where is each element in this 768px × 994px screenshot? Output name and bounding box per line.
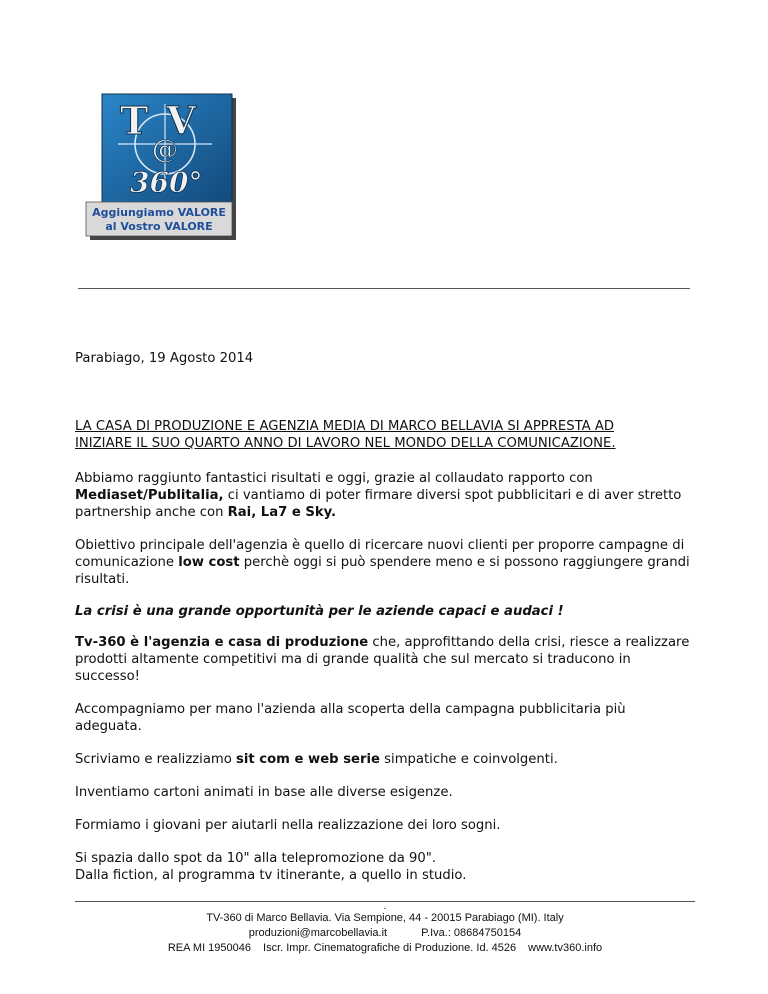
p4-bold-agency: Tv-360 è l'agenzia e casa di produzione: [75, 635, 369, 650]
p6-text-c: simpatiche e coinvolgenti.: [379, 752, 558, 767]
paragraph-2: [75, 537, 695, 588]
place-date: Parabiago, 19 Agosto 2014: [75, 351, 254, 366]
header-divider: [78, 288, 690, 289]
p9-line2: Dalla fiction, al programma tv itinerante, a quello in studio.: [75, 868, 467, 883]
logo-mark-text: TV: [120, 98, 214, 143]
p2-text-a: Obiettivo principale dell'agenzia è quello di ricercare nuovi clienti per proporre campagne di comunicazione: [75, 538, 685, 570]
logo-at-symbol: @: [152, 135, 178, 165]
footer-dot: .: [383, 900, 387, 912]
paragraph-9: [75, 850, 695, 884]
p1-text-c: ci vantiamo di poter firmare diversi spot pubblicitari e di aver stretto partnership anche con: [75, 488, 682, 520]
footer-email[interactable]: produzioni@marcobellavia.it: [248, 927, 388, 939]
logo-tagline-line1: Aggiungiamo VALORE: [92, 206, 226, 219]
tv360-logo: [80, 92, 240, 242]
paragraph-5: [75, 701, 695, 735]
paragraph-1: [75, 470, 695, 521]
p2-bold-lowcost: low cost: [178, 555, 240, 570]
headline-line1: LA CASA DI PRODUZIONE E AGENZIA MEDIA DI MARCO BELLAVIA SI APPRESTA AD: [75, 419, 615, 434]
footer-address: TV-360 di Marco Bellavia. Via Sempione, 44 - 20015 Parabiago (MI). Italy: [206, 912, 564, 924]
logo-tagline-line2: al Vostro VALORE: [105, 220, 213, 233]
p9-line1: Si spazia dallo spot da 10" alla telepromozione da 90".: [75, 851, 437, 866]
p4-text-b: che, approfittando della crisi, riesce a realizzare prodotti altamente competitivi ma di grande qualità che sul mercato si traducono in successo!: [75, 635, 690, 684]
letter-body: [75, 350, 695, 367]
headline-line2: INIZIARE IL SUO QUARTO ANNO DI LAVORO NEL MONDO DELLA COMUNICAZIONE.: [75, 436, 616, 451]
logo-number: 360°: [130, 166, 203, 199]
p8-text: Formiamo i giovani per aiutarli nella realizzazione dei loro sogni.: [75, 818, 501, 833]
p6-bold-sitcom: sit com e web serie: [236, 752, 380, 767]
paragraph-3: [75, 603, 695, 620]
paragraph-7: [75, 784, 695, 801]
footer: [75, 902, 695, 956]
footer-piva: P.Iva.: 08684750154: [421, 927, 522, 939]
footer-rea: REA MI 1950046: [167, 942, 252, 954]
p7-text: Inventiamo cartoni animati in base alle diverse esigenze.: [75, 785, 453, 800]
footer-contacts: [75, 926, 695, 941]
p6-text-a: Scriviamo e realizziamo: [75, 752, 237, 767]
footer-website[interactable]: www.tv360.info: [528, 942, 603, 954]
paragraph-8: [75, 817, 695, 834]
p2-text-c: perchè oggi si può spendere meno e si possono raggiungere grandi risultati.: [75, 555, 690, 587]
p1-bold-mediaset: Mediaset/Publitalia,: [75, 488, 224, 503]
p3-crisis-quote: La crisi è una grande opportunità per le aziende capaci e audaci !: [75, 604, 564, 619]
footer-registration: [75, 941, 695, 956]
paragraph-6: [75, 751, 695, 768]
p5-text: Accompagniamo per mano l'azienda alla scoperta della campagna pubblicitaria più adeguata.: [75, 702, 626, 734]
p1-text-a: Abbiamo raggiunto fantastici risultati e oggi, grazie al collaudato rapporto con: [75, 471, 593, 486]
p1-bold-channels: Rai, La7 e Sky.: [227, 505, 337, 520]
paragraph-4: [75, 634, 695, 685]
footer-iscr: Iscr. Impr. Cinematografiche di Produzione. Id. 4526: [263, 942, 517, 954]
letter-headline: [75, 418, 695, 452]
